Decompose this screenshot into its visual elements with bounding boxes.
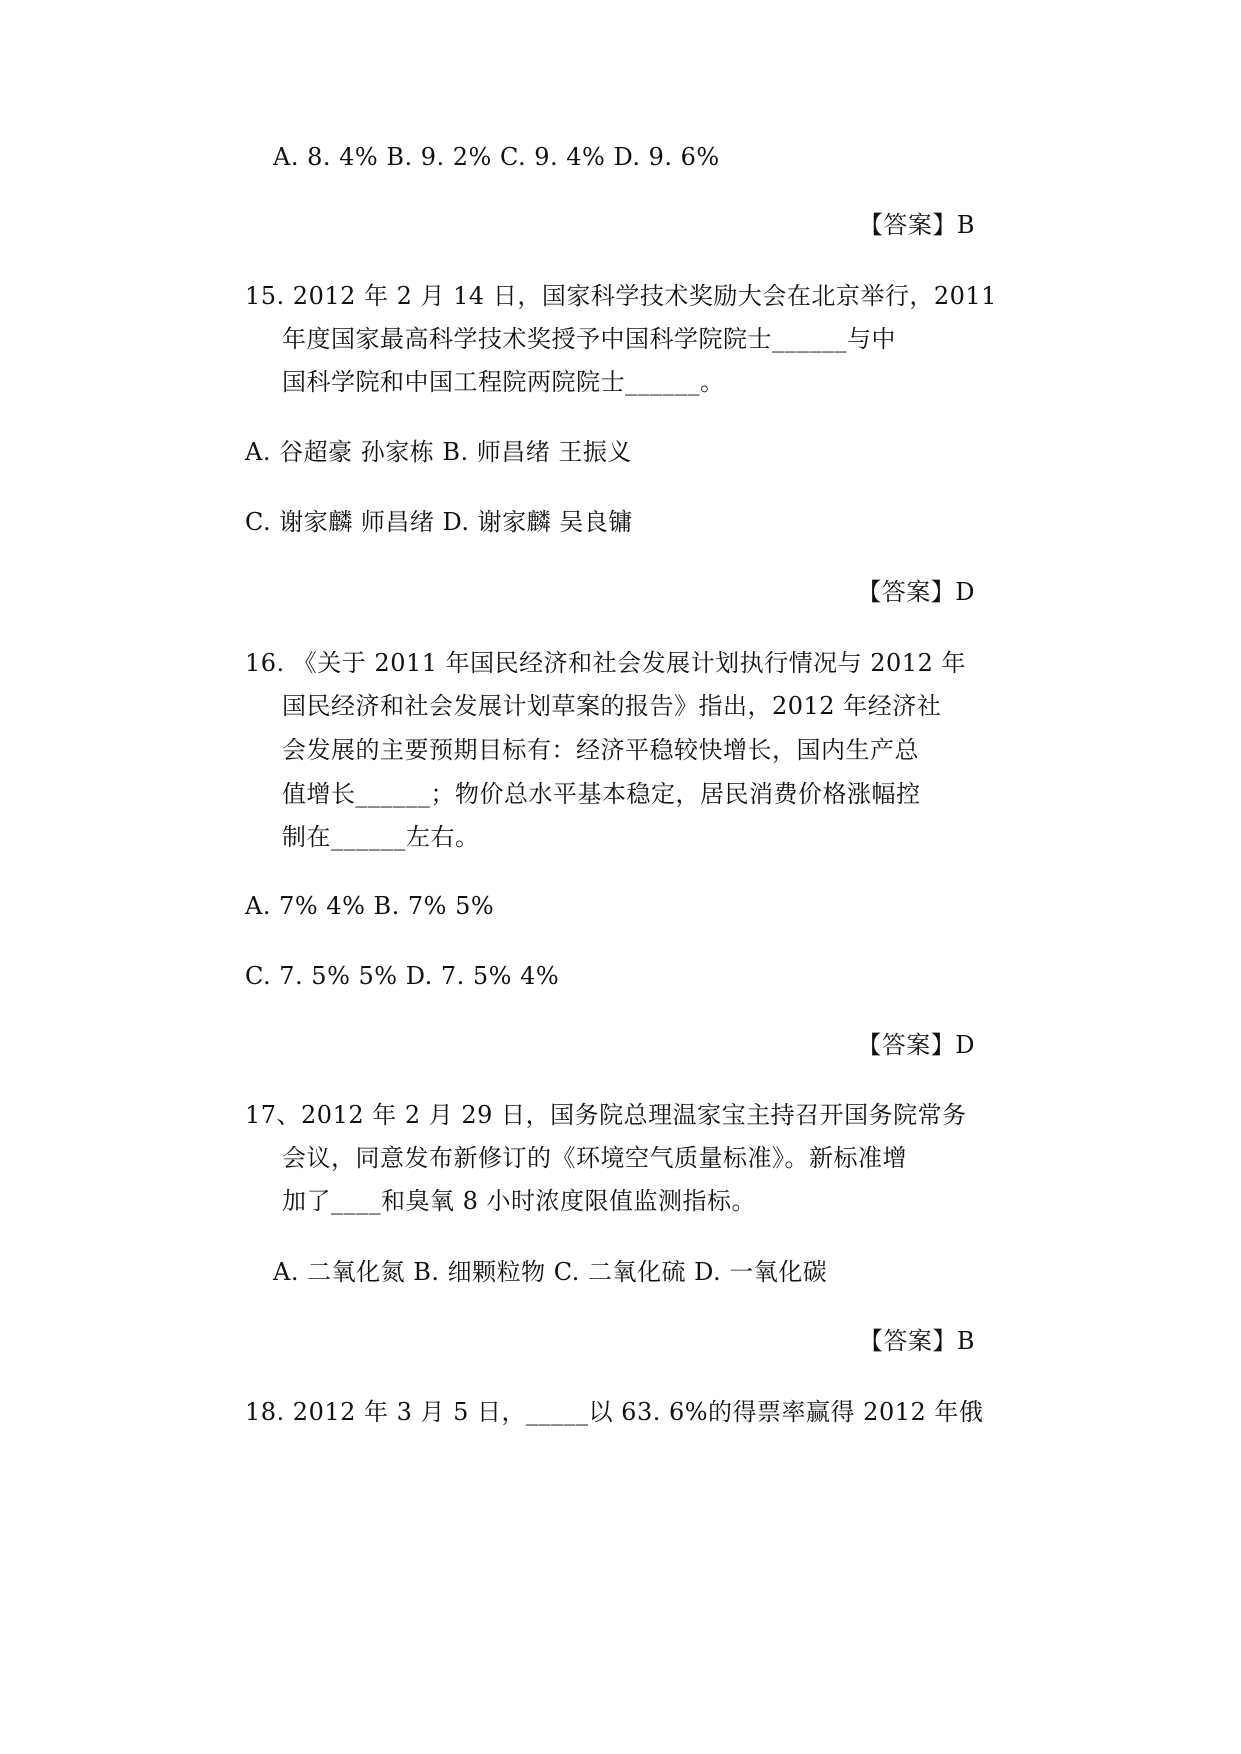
q15-answer: 【答案】D — [857, 578, 975, 606]
q15-options-row2: C. 谢家麟 师昌绪 D. 谢家麟 吴良镛 — [245, 508, 633, 536]
q16-text-line4: 值增长______；物价总水平基本稳定，居民消费价格涨幅控 — [282, 780, 921, 808]
q16-text-line3: 会发展的主要预期目标有：经济平稳较快增长，国内生产总 — [282, 736, 919, 764]
q15-text-line1: 15. 2012 年 2 月 14 日，国家科学技术奖励大会在北京举行，2011 — [245, 282, 997, 310]
q15-options-row1: A. 谷超豪 孙家栋 B. 师昌绪 王振义 — [245, 438, 632, 466]
q17-text-line1: 17、2012 年 2 月 29 日，国务院总理温家宝主持召开国务院常务 — [245, 1101, 967, 1129]
q14-answer: 【答案】B — [858, 211, 975, 239]
q16-options-row1: A. 7% 4% B. 7% 5% — [245, 892, 495, 920]
q16-answer: 【答案】D — [857, 1031, 975, 1059]
q16-text-line2: 国民经济和社会发展计划草案的报告》指出，2012 年经济社 — [282, 692, 942, 720]
q16-text-line1: 16. 《关于 2011 年国民经济和社会发展计划执行情况与 2012 年 — [245, 649, 966, 677]
q17-options: A. 二氧化氮 B. 细颗粒物 C. 二氧化硫 D. 一氧化碳 — [273, 1258, 828, 1286]
q17-answer: 【答案】B — [858, 1327, 975, 1355]
q17-text-line3: 加了____和臭氧 8 小时浓度限值监测指标。 — [282, 1187, 757, 1215]
q14-options: A. 8. 4% B. 9. 2% C. 9. 4% D. 9. 6% — [273, 143, 720, 171]
q15-text-line3: 国科学院和中国工程院两院院士______。 — [282, 368, 725, 396]
q17-text-line2: 会议，同意发布新修订的《环境空气质量标准》。新标准增 — [282, 1144, 907, 1172]
q16-options-row2: C. 7. 5% 5% D. 7. 5% 4% — [245, 962, 560, 990]
q15-text-line2: 年度国家最高科学技术奖授予中国科学院院士______与中 — [282, 325, 896, 353]
q18-text-line1: 18. 2012 年 3 月 5 日，_____以 63. 6%的得票率赢得 2012 年俄 — [245, 1398, 984, 1426]
q16-text-line5: 制在______左右。 — [282, 823, 480, 851]
